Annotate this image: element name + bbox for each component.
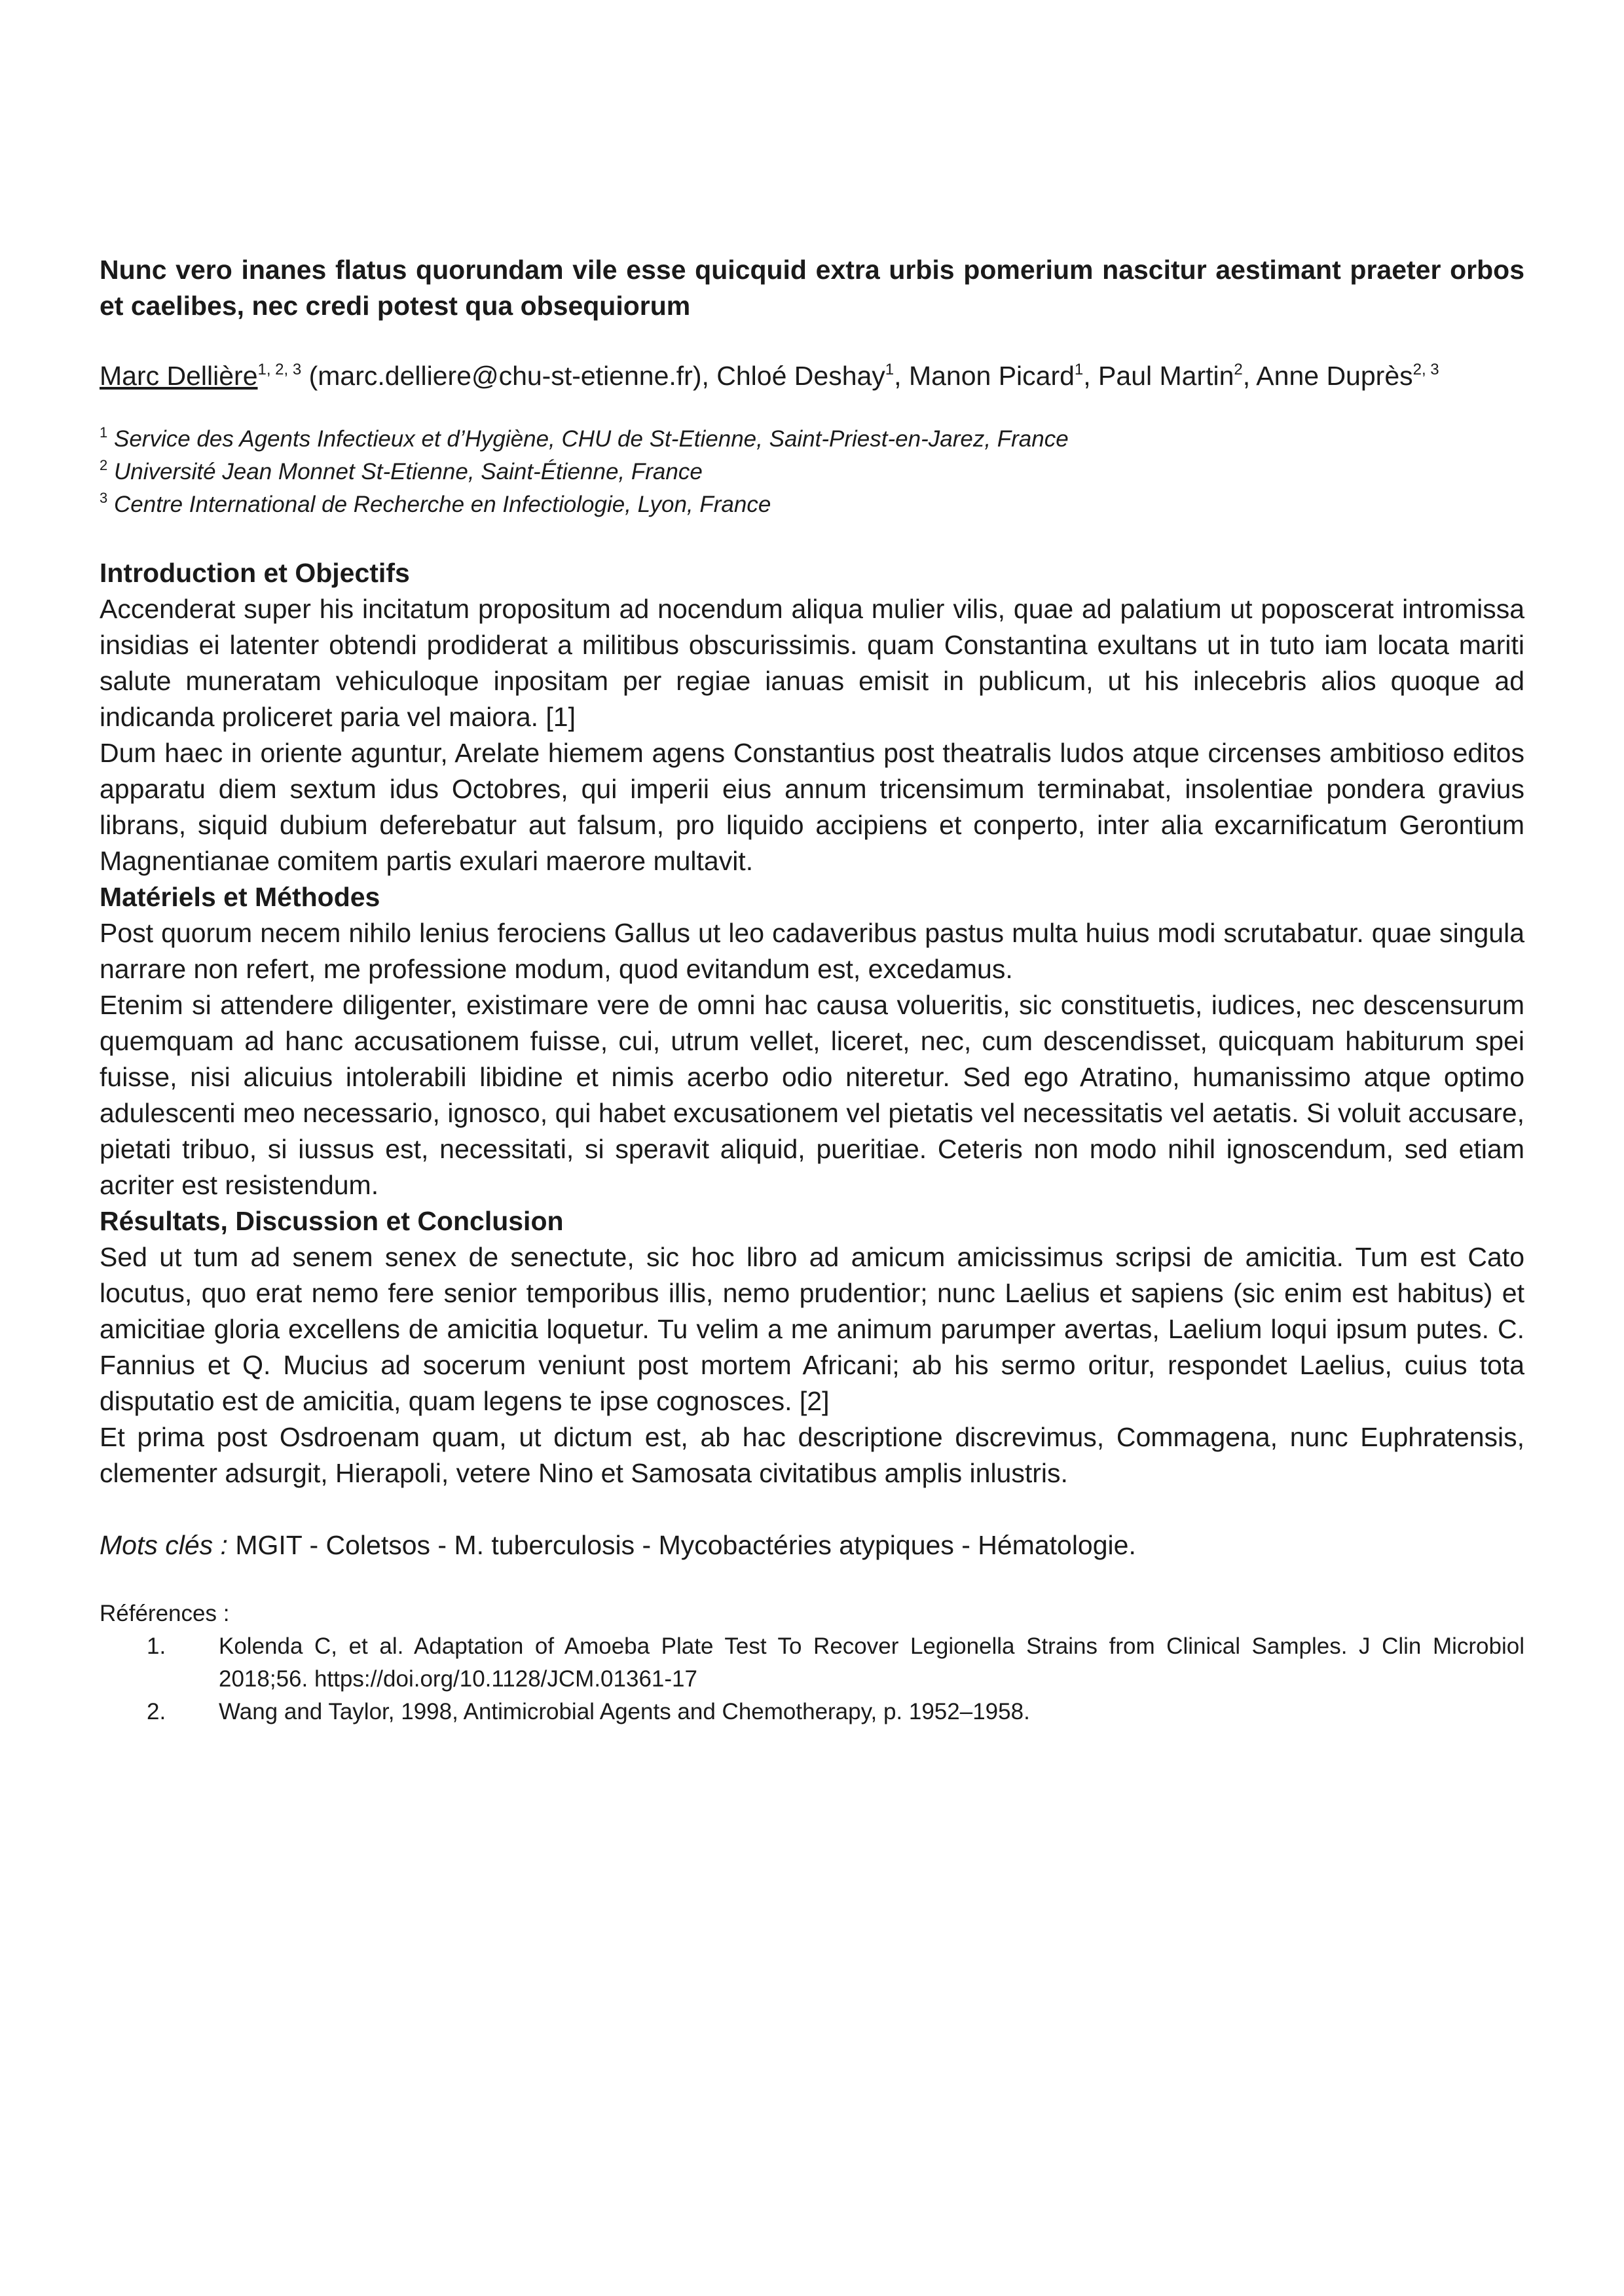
abstract-body <box>100 555 1524 1491</box>
document-title: Nunc vero inanes flatus quorundam vile esse quicquid extra urbis pomerium nascitur aestimant praeter orbos et caelibes, nec credi potest qua obsequiorum <box>100 255 1524 321</box>
corresponding-author-name: Marc Dellière <box>100 361 258 391</box>
reference-number: 2. <box>147 1699 166 1724</box>
affiliation-item <box>100 456 1524 488</box>
paragraph: Dum haec in oriente aguntur, Arelate hiemem agens Constantius post theatralis ludos atque circenses ambitioso editos apparatu diem sextum idus Octobres, qui imperii eius annum tricensimum terminabat, insolentiae pondera gravius librans, siquid dubium deferebatur aut falsum, pro liquido accipiens et conperto, inter alia excarnificatum Gerontium Magnentianae comitem partis exulari maerore multavit. <box>100 738 1524 876</box>
reference-text: Wang and Taylor, 1998, Antimicrobial Agents and Chemotherapy, p. 1952–1958. <box>219 1699 1030 1724</box>
author-name: , Anne Duprès <box>1242 361 1413 391</box>
author-line <box>100 358 1524 394</box>
affiliation-text: Université Jean Monnet St-Etienne, Saint-Étienne, France <box>113 459 703 484</box>
author-affiliation-sup: 1 <box>885 361 895 378</box>
affiliation-text: Service des Agents Infectieux et d’Hygiène, CHU de St-Etienne, Saint-Priest-en-Jarez, France <box>113 426 1069 452</box>
affiliation-text: Centre International de Recherche en Infectiologie, Lyon, France <box>113 492 771 517</box>
affiliation-item <box>100 423 1524 456</box>
section-heading-methods: Matériels et Méthodes <box>100 882 380 912</box>
paragraph: Accenderat super his incitatum propositum ad nocendum aliqua mulier vilis, quae ad palatium ut poposcerat intromissa insidias ei latenter obtendi prodiderat a militibus obscurissimis. quam Constantina exultans ut in tuto iam locata mariti salute muneratam vehiculoque inpositam per regiae ianuas emisit in publicum, ut his inlecebris alios quoque ad indicanda proliceret paria vel maiora. [1] <box>100 594 1524 732</box>
author-affiliation-sup: 2, 3 <box>1412 361 1439 378</box>
references-section <box>100 1597 1524 1728</box>
affiliation-number: 2 <box>100 457 108 473</box>
references-title: Références : <box>100 1601 230 1626</box>
author-affiliation-sup: 2 <box>1234 361 1243 378</box>
reference-number: 1. <box>147 1633 166 1659</box>
author-name: , Manon Picard <box>894 361 1075 391</box>
keywords-label: Mots clés : <box>100 1530 228 1560</box>
reference-text: Kolenda C, et al. Adaptation of Amoeba Plate Test To Recover Legionella Strains from Clinical Samples. J Clin Microbiol 2018;56. https://doi.org/10.1128/JCM.01361-17 <box>219 1633 1524 1692</box>
keywords-line <box>100 1527 1524 1563</box>
author-name: , Paul Martin <box>1083 361 1234 391</box>
affiliation-number: 1 <box>100 424 108 441</box>
keywords-text: MGIT - Coletsos - M. tuberculosis - Mycobactéries atypiques - Hématologie. <box>227 1530 1136 1560</box>
corresponding-author-email: (marc.delliere@chu-st-etienne.fr), <box>301 361 717 391</box>
reference-item <box>100 1696 1524 1728</box>
section-heading-introduction: Introduction et Objectifs <box>100 558 410 588</box>
author-affiliation-sup: 1, 2, 3 <box>257 361 302 378</box>
author-name: Chloé Deshay <box>716 361 885 391</box>
reference-item <box>100 1630 1524 1696</box>
affiliations-list <box>100 423 1524 521</box>
affiliation-number: 3 <box>100 490 108 506</box>
paragraph: Sed ut tum ad senem senex de senectute, sic hoc libro ad amicum amicissimus scripsi de amicitia. Tum est Cato locutus, quo erat nemo fere senior temporibus illis, nemo prudentior; nunc Laelius et sapiens (sic enim est habitus) et amicitiae gloria excellens de amicitia loquetur. Tu velim a me animum parumper avertas, Laelium loqui ipsum putes. C. Fannius et Q. Mucius ad socerum veniunt post mortem Africani; ab his sermo oritur, respondet Laelius, cuius tota disputatio est de amicitia, quam legens te ipse cognosces. [2] <box>100 1242 1524 1416</box>
author-affiliation-sup: 1 <box>1074 361 1084 378</box>
paragraph: Et prima post Osdroenam quam, ut dictum est, ab hac descriptione discrevimus, Commagena, nunc Euphratensis, clementer adsurgit, Hierapoli, vetere Nino et Samosata civitatibus amplis inlustris. <box>100 1422 1524 1488</box>
document-page <box>100 252 1524 1728</box>
section-heading-results: Résultats, Discussion et Conclusion <box>100 1206 564 1236</box>
paragraph: Etenim si attendere diligenter, existimare vere de omni hac causa volueritis, sic constituetis, iudices, nec descensurum quemquam ad hanc accusationem fuisse, cui, utrum vellet, liceret, nec, cum descendisset, quicquam habiturum spei fuisse, nisi alicuius intolerabili libidine et nimis acerbo odio niteretur. Sed ego Atratino, humanissimo atque optimo adulescenti meo necessario, ignosco, qui habet excusationem vel pietatis vel necessitatis vel aetatis. Si voluit accusare, pietati tribuo, si iussus est, necessitati, si speravit aliquid, pueritiae. Ceteris non modo nihil ignoscendum, sed etiam acriter est resistendum. <box>100 990 1524 1200</box>
affiliation-item <box>100 488 1524 521</box>
paragraph: Post quorum necem nihilo lenius ferociens Gallus ut leo cadaveribus pastus multa huius modi scrutabatur. quae singula narrare non refert, me professione modum, quod evitandum est, excedamus. <box>100 918 1524 984</box>
